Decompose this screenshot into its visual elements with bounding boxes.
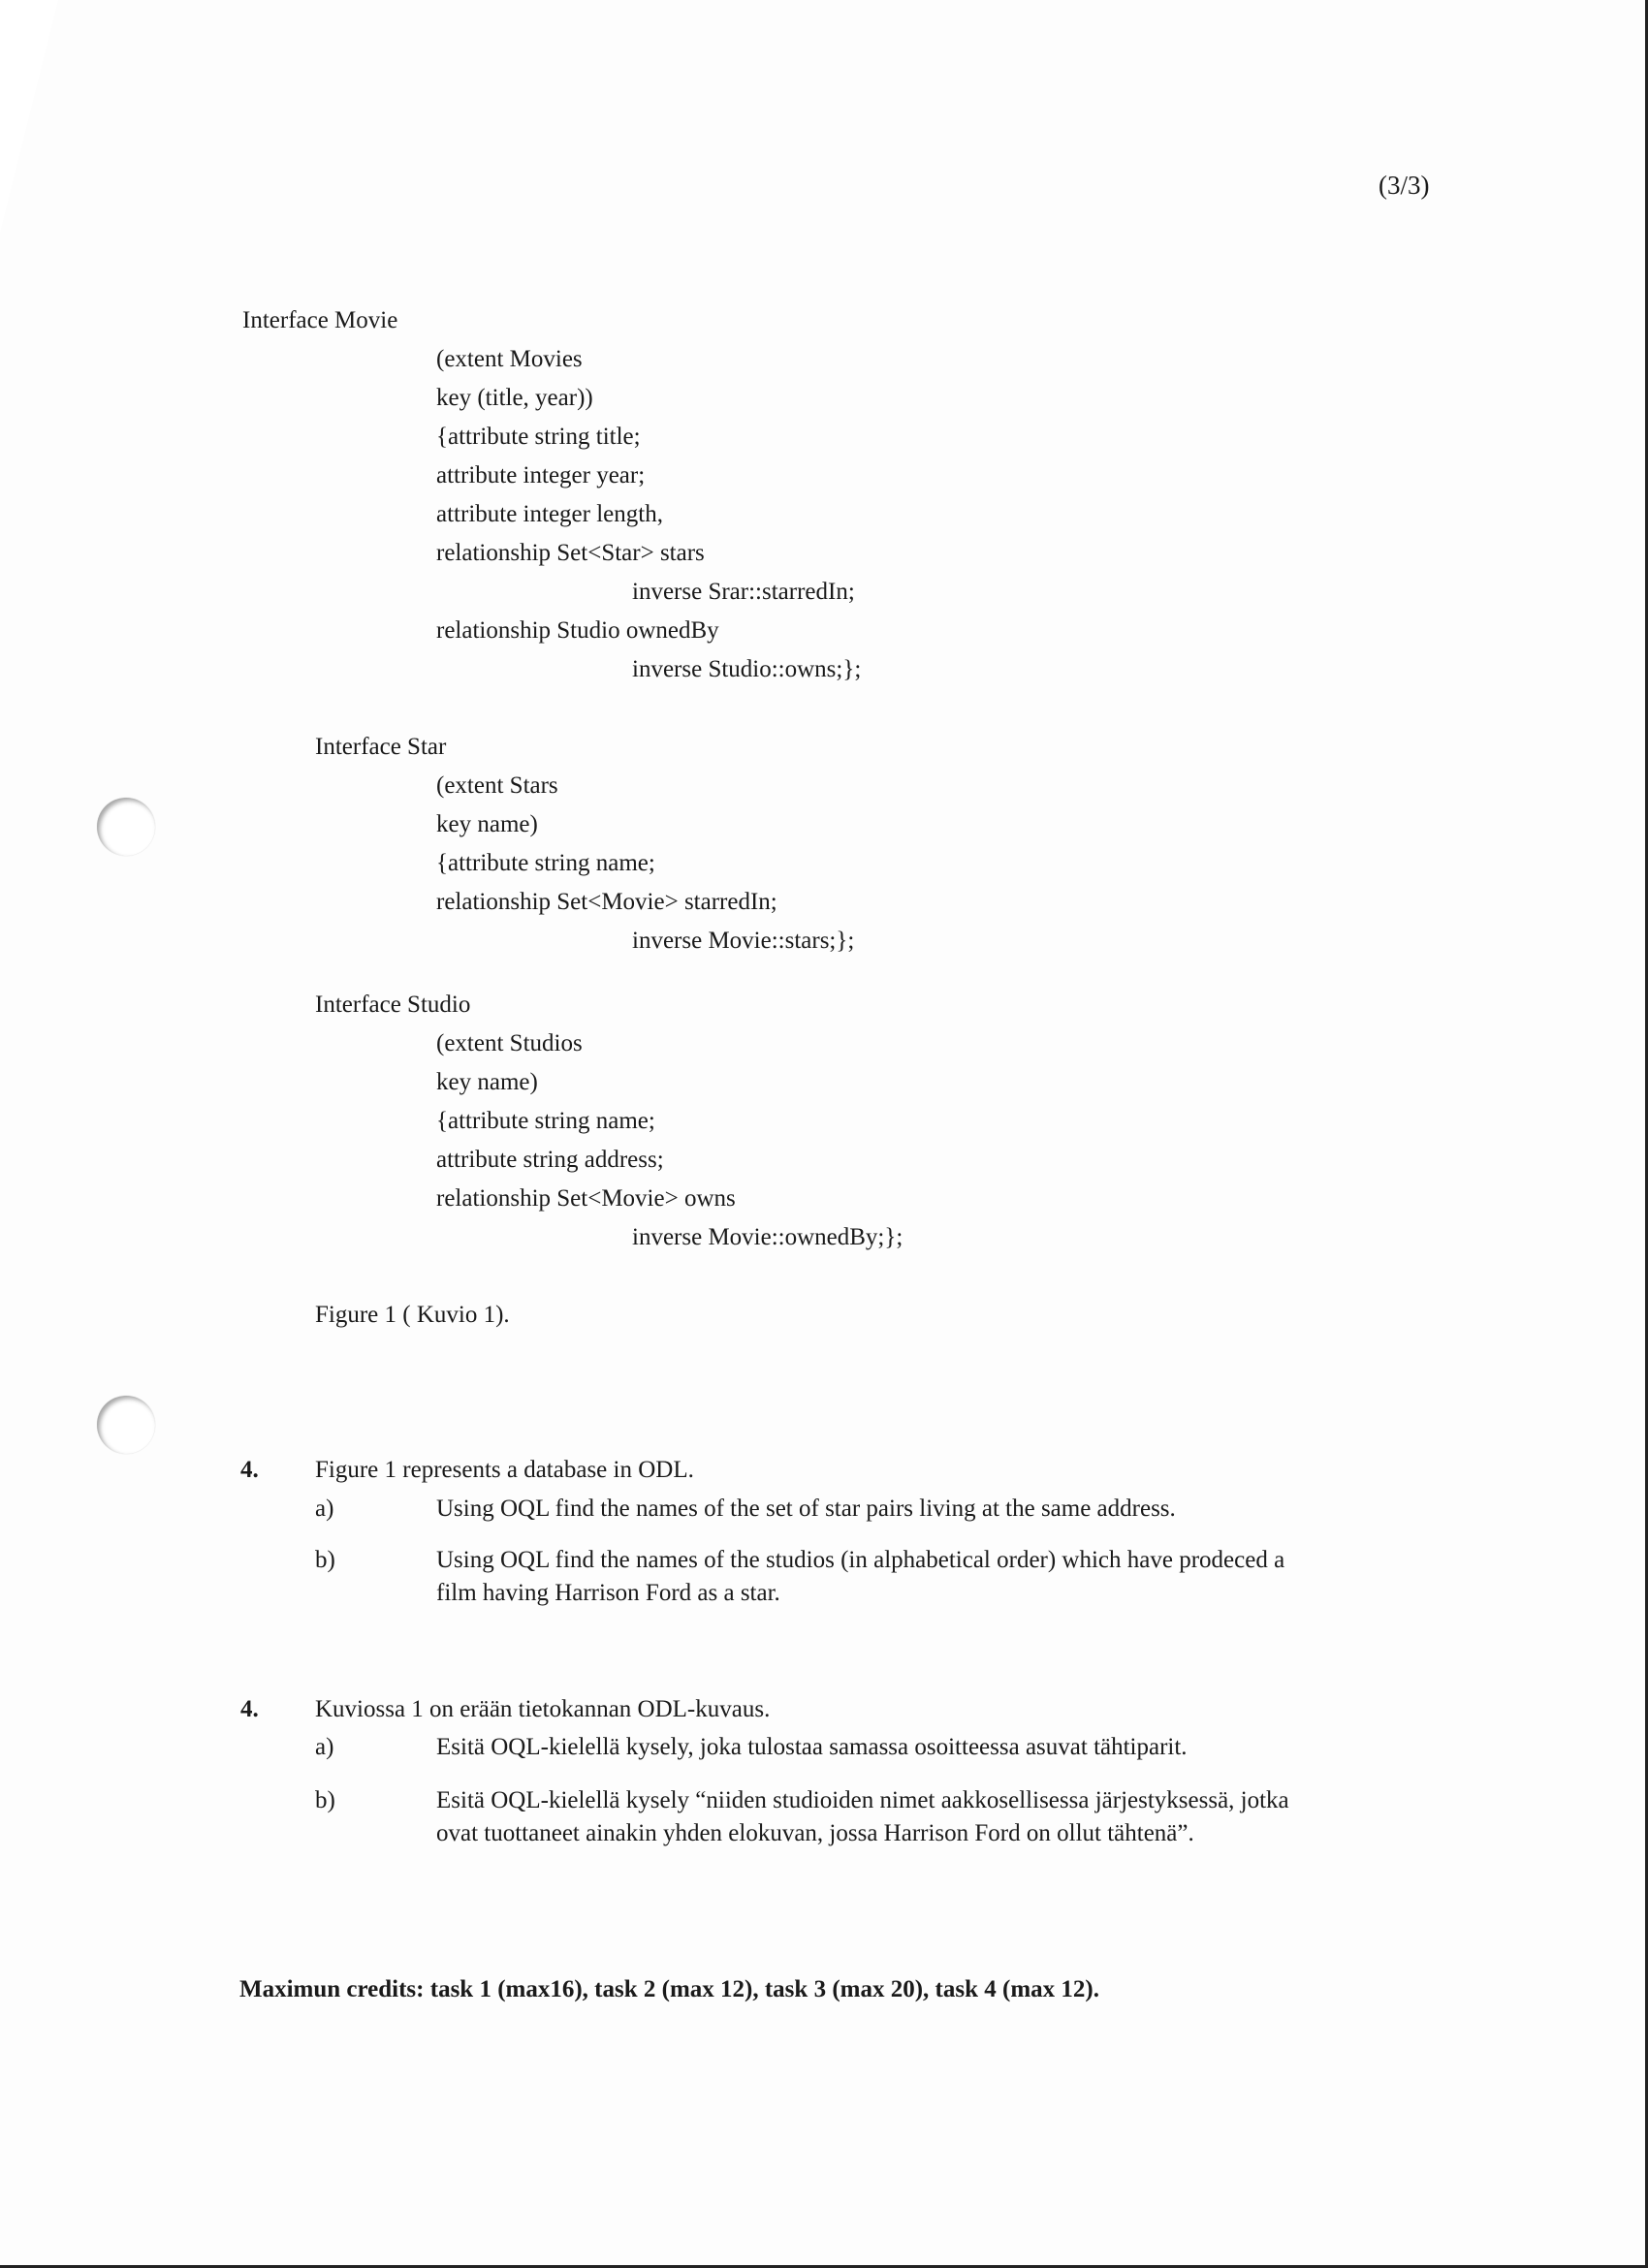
studio-line: relationship Set<Movie> owns	[436, 1185, 736, 1212]
folded-corner	[0, 0, 58, 233]
task-en-a-text: Using OQL find the names of the set of star pairs living at the same address.	[436, 1496, 1176, 1522]
task-fi-a-label: a)	[315, 1734, 334, 1760]
movie-line: relationship Set<Star> stars	[436, 540, 705, 566]
star-line: inverse Movie::stars;};	[632, 928, 855, 954]
studio-line: inverse Movie::ownedBy;};	[632, 1224, 903, 1250]
star-line: (extent Stars	[436, 772, 558, 799]
task-fi-b-label: b)	[315, 1787, 335, 1813]
movie-line: inverse Srar::starredIn;	[632, 579, 855, 605]
task-fi-a-text: Esitä OQL-kielellä kysely, joka tulostaa samassa osoitteessa asuvat tähtiparit.	[436, 1734, 1188, 1760]
interface-movie-header: Interface Movie	[242, 307, 398, 333]
movie-line: relationship Studio ownedBy	[436, 617, 719, 644]
studio-line: attribute string address;	[436, 1147, 664, 1173]
movie-line: attribute integer year;	[436, 462, 646, 488]
star-line: relationship Set<Movie> starredIn;	[436, 889, 777, 915]
max-credits: Maximun credits: task 1 (max16), task 2 (max 12), task 3 (max 20), task 4 (max 12).	[239, 1976, 1099, 2002]
figure-caption: Figure 1 ( Kuvio 1).	[315, 1302, 510, 1328]
punch-hole-upper	[97, 798, 155, 856]
movie-line: inverse Studio::owns;};	[632, 656, 862, 682]
task-en-intro: Figure 1 represents a database in ODL.	[315, 1457, 694, 1483]
interface-studio-header: Interface Studio	[315, 992, 471, 1018]
movie-line: {attribute string title;	[436, 424, 641, 450]
studio-line: key name)	[436, 1069, 538, 1095]
task-fi-number: 4.	[240, 1696, 259, 1722]
task-en-number: 4.	[240, 1457, 259, 1483]
task-en-b-label: b)	[315, 1547, 335, 1573]
movie-line: key (title, year))	[436, 385, 593, 411]
task-fi-b-text: Esitä OQL-kielellä kysely “niiden studioiden nimet aakkosellisessa järjestyksessä, jotka	[436, 1787, 1289, 1813]
studio-line: (extent Studios	[436, 1030, 583, 1056]
star-line: {attribute string name;	[436, 850, 655, 876]
task-en-b-text: film having Harrison Ford as a star.	[436, 1580, 780, 1606]
movie-line: attribute integer length,	[436, 501, 663, 527]
task-en-a-label: a)	[315, 1496, 334, 1522]
task-fi-b-text: ovat tuottaneet ainakin yhden elokuvan, jossa Harrison Ford on ollut tähtenä”.	[436, 1820, 1194, 1846]
interface-star-header: Interface Star	[315, 734, 447, 760]
task-en-b-text: Using OQL find the names of the studios (in alphabetical order) which have prodeced a	[436, 1547, 1285, 1573]
page-number: (3/3)	[1379, 171, 1430, 200]
movie-line: (extent Movies	[436, 346, 583, 372]
punch-hole-lower	[97, 1396, 155, 1454]
task-fi-intro: Kuviossa 1 on erään tietokannan ODL-kuvaus.	[315, 1696, 771, 1722]
studio-line: {attribute string name;	[436, 1108, 655, 1134]
star-line: key name)	[436, 811, 538, 837]
